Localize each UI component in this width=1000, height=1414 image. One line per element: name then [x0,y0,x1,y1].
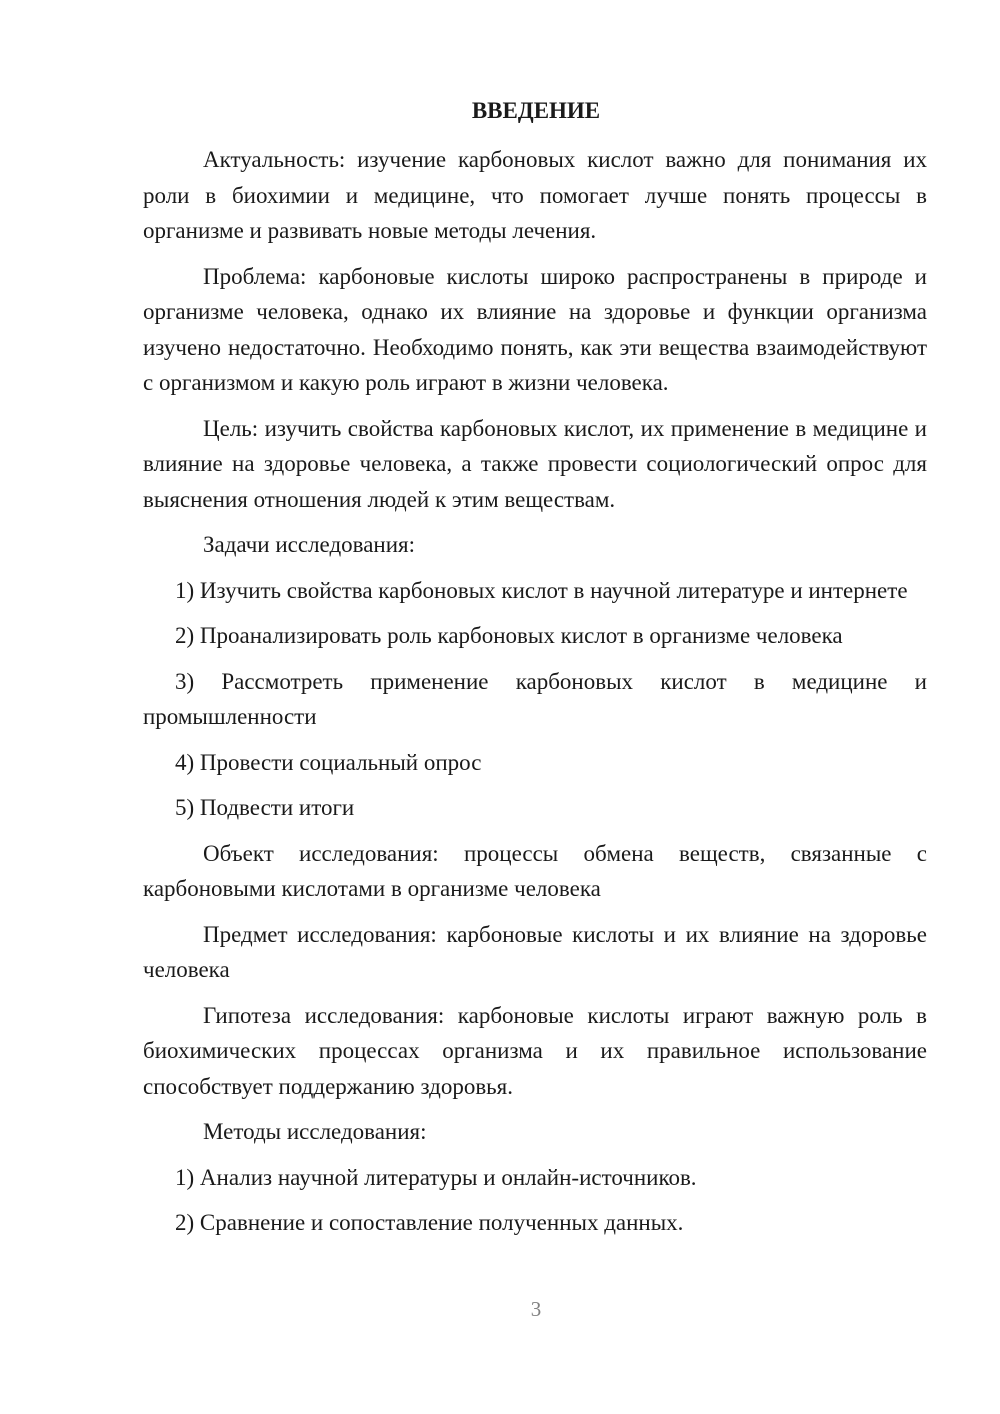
method-item-2: 2) Сравнение и сопоставление полученных данных. [175,1210,684,1235]
method-item-1: 1) Анализ научной литературы и онлайн-источников. [175,1164,697,1190]
hypothesis-paragraph: Гипотеза исследования: карбоновые кислоты играют важную роль в биохимических процессах организма и их правильное использование способствует поддержанию здоровья. [143,1002,927,1099]
task-item-1: 1) Изучить свойства карбоновых кислот в научной литературе и интернете [175,577,908,603]
task-item-4: 4) Провести социальный опрос [175,749,482,775]
page-number: 3 [530,1297,542,1321]
relevance-paragraph: Актуальность: изучение карбоновых кислот важно для понимания их роли в биохимии и медицине, что помогает лучше понять процессы в организме и развивать новые методы лечения. [143,147,927,243]
tasks-heading: Задачи исследования: [203,532,416,557]
methods-heading: Методы исследования: [203,1119,427,1144]
page-title: ВВЕДЕНИЕ [471,98,601,123]
subject-paragraph: Предмет исследования: карбоновые кислоты и их влияние на здоровье человека [143,921,927,982]
task-item-2: 2) Проанализировать роль карбоновых кислот в организме человека [175,623,843,648]
object-paragraph: Объект исследования: процессы обмена веществ, связанные с карбоновыми кислотами в организме человека [143,840,927,901]
task-item-5: 5) Подвести итоги [175,795,355,820]
problem-paragraph: Проблема: карбоновые кислоты широко распространены в природе и организме человека, однако их влияние на здоровье и функции организма изучено недостаточно. Необходимо понять, как эти вещества взаимодействуют с организмом и какую роль играют в жизни человека. [143,263,927,395]
task-item-3: 3) Рассмотреть применение карбоновых кислот в медицине и промышленности [143,668,927,729]
goal-paragraph: Цель: изучить свойства карбоновых кислот, их применение в медицине и влияние на здоровье человека, а также провести социологический опрос для выяснения отношения людей к этим веществам. [143,415,927,512]
document-body [143,142,927,1251]
